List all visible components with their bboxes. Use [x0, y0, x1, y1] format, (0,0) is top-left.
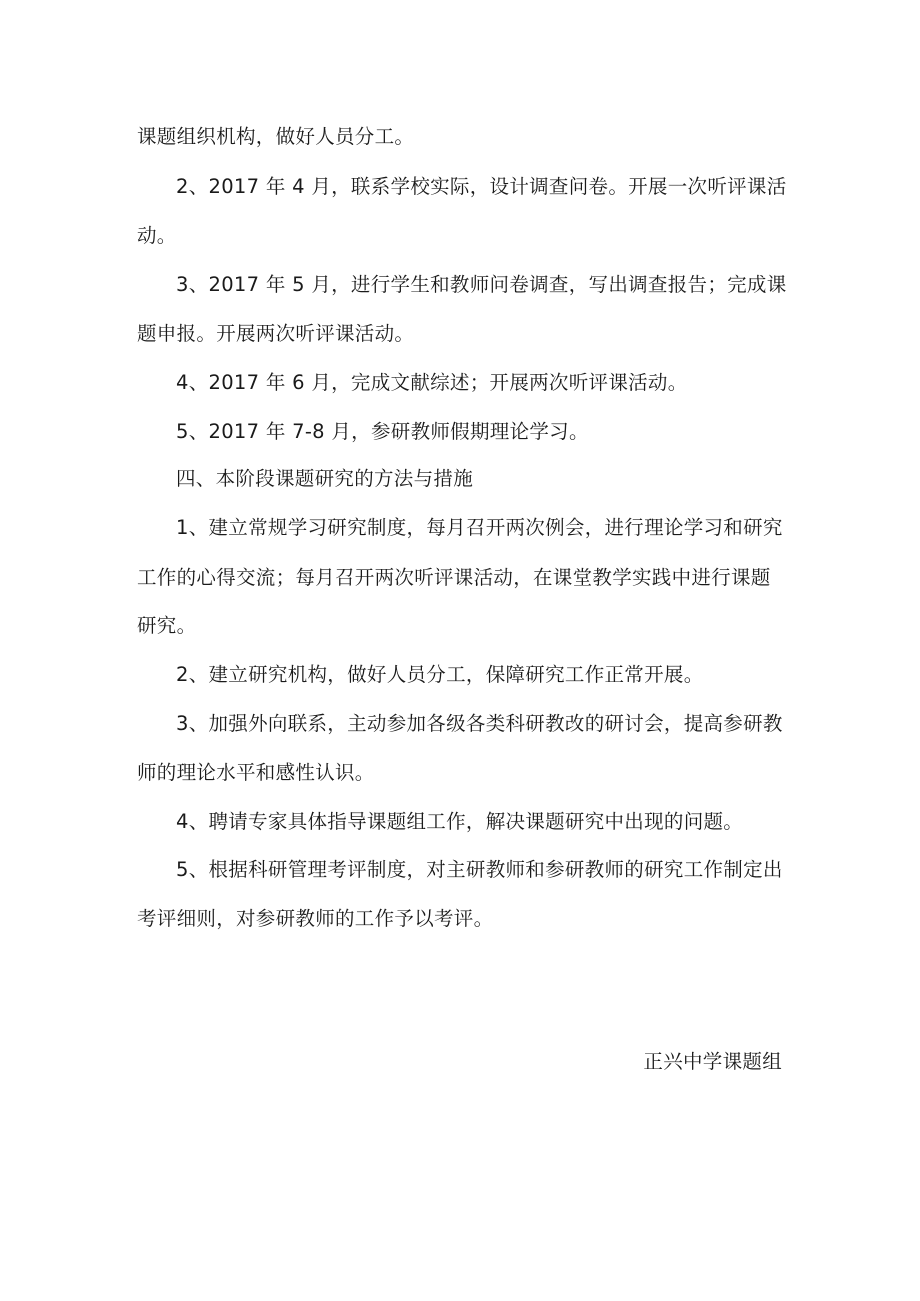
- paragraph-line: 2、建立研究机构，做好人员分工，保障研究工作正常开展。: [176, 663, 704, 686]
- paragraph-line: 4、聘请专家具体指导课题组工作，解决课题研究中出现的问题。: [176, 810, 744, 833]
- paragraph-line: 3、加强外向联系，主动参加各级各类科研教改的研讨会，提高参研教: [176, 712, 783, 735]
- paragraph-line: 3、2017 年 5 月，进行学生和教师问卷调查，写出调查报告；完成课: [176, 273, 787, 296]
- paragraph-line: 2、2017 年 4 月，联系学校实际，设计调查问卷。开展一次听评课活: [176, 175, 787, 198]
- paragraph-line: 工作的心得交流；每月召开两次听评课活动，在课堂教学实践中进行课题: [137, 566, 771, 589]
- paragraph-line: 4、2017 年 6 月，完成文献综述；开展两次听评课活动。: [176, 371, 688, 394]
- paragraph-line: 题申报。开展两次听评课活动。: [137, 322, 415, 345]
- paragraph-line: 研究。: [137, 614, 197, 637]
- paragraph-line: 动。: [137, 224, 177, 247]
- section-heading: 四、本阶段课题研究的方法与措施: [176, 467, 474, 490]
- paragraph-line: 1、建立常规学习研究制度，每月召开两次例会，进行理论学习和研究: [176, 516, 783, 539]
- signature: 正兴中学课题组: [643, 1050, 782, 1073]
- paragraph-line: 5、根据科研管理考评制度，对主研教师和参研教师的研究工作制定出: [176, 858, 783, 881]
- paragraph-line: 课题组织机构，做好人员分工。: [137, 125, 415, 148]
- paragraph-line: 5、2017 年 7-8 月，参研教师假期理论学习。: [176, 420, 589, 443]
- paragraph-line: 考评细则，对参研教师的工作予以考评。: [137, 907, 494, 930]
- paragraph-line: 师的理论水平和感性认识。: [137, 761, 375, 784]
